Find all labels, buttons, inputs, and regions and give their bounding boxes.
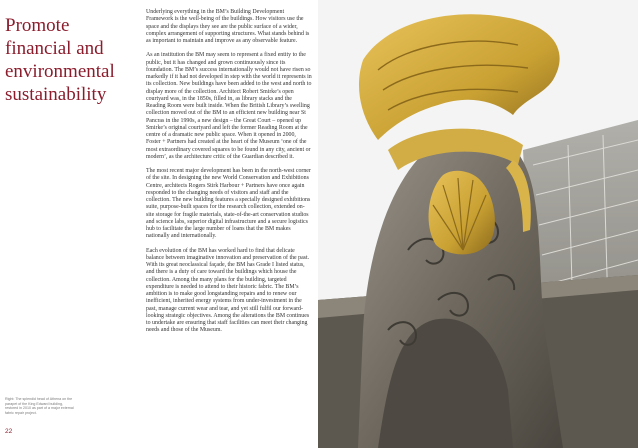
heading-line: Promote <box>5 15 70 36</box>
body-text-column <box>146 9 312 342</box>
heading-line: environmental <box>5 61 115 82</box>
page-number: 22 <box>5 428 13 435</box>
body-paragraph: The most recent major development has been in the north-west corner of the site. In designing the new World Conservation and Exhibitions Centre, architects Rogers Stirk Harbour + Partners have once again responded to the changing needs of visitors and staff and the collection. The new building features a specially designed exhibitions suite, purpose-built spaces for the research collection, extended on-site storage for fragile materials, state-of-the-art conservation studios and science labs, superior digital infrastructure and a secure logistics hub to facilitate the large number of loans that the BM makes nationally and internationally. <box>146 168 311 240</box>
photo-caption: Right: The splendid head of Athena on the parapet of the King Edward building, restored in 2010 as part of a major external fabric repair project. <box>5 397 74 415</box>
body-paragraph: Underlying everything in the BM’s Building Development Framework is the well-being of the buildings. How visitors use the space and the displays they see are the public surface of a wider, complex arrangement of supporting structures. What stands behind is as important to maintain and improve as any observable feature. <box>146 9 310 44</box>
sculpture-illustration <box>318 0 638 448</box>
body-paragraph: As an institution the BM may seem to represent a fixed entity to the public, but it has changed and grown continuously since its foundation. The BM’s success internationally would not have risen so markedly if it had not developed in step with the world it represents in its collection. New buildings have been added to the west and north to display more of the collection. Architect Robert Smirke’s open courtyard was, in the 1850s, filled in, as library stacks and the Reading Room were built inside. When the British Library’s swelling collection moved out of the BM to an efficient new building near St Pancras in the 1990s, a new design – the Great Court – opened up Smirke’s original courtyard and left the former Reading Room at the centre of a dramatic new public space. When it opened in 2000, Foster + Partners had created at the heart of the Museum ‘one of the most extraordinary covered squares to be found in any city, ancient or modern’, as the architecture critic of the Guardian described it. <box>146 52 312 160</box>
athena-sculpture-photo <box>318 0 638 448</box>
section-heading <box>5 14 140 106</box>
heading-line: financial and <box>5 38 104 59</box>
heading-line: sustainability <box>5 84 107 105</box>
body-paragraph: Each evolution of the BM has worked hard to find that delicate balance between imaginative innovation and preservation of the past. With its great neoclassical façade, the BM has Grade I listed status, and there is a duty of care toward the buildings which house the collection. Among the many plans for the building, targeted expenditure is needed to attend to their historic fabric. The BM’s ambition is to make good longstanding repairs and to renew our inefficient, inherited energy systems from under-investment in the past, manage current wear and tear, and yet still fulfil our forward-looking strategic objectives. Among the alterations the BM continues to undertake are ensuring that staff facilities can meet their changing needs and those of the Museum. <box>146 247 310 334</box>
